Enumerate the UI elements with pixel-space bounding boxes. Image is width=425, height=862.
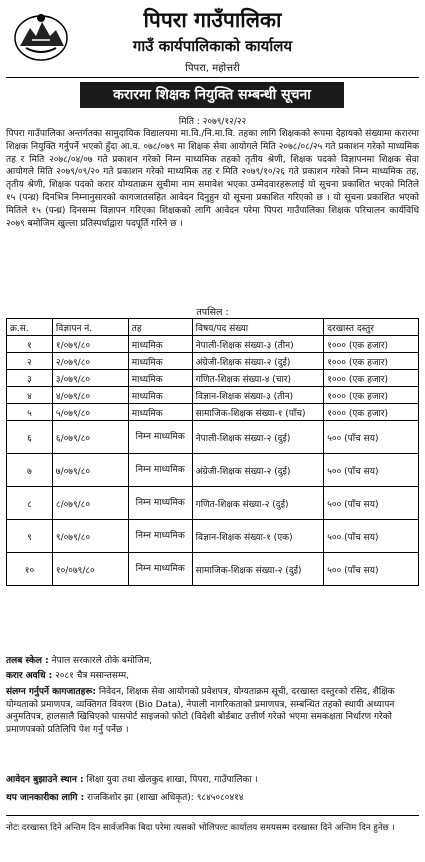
cell-adv: ८/०७९/८० xyxy=(52,487,128,520)
cell-sn: १ xyxy=(7,336,53,353)
table-heading: तपसिल : xyxy=(196,307,229,318)
table-row xyxy=(7,487,419,520)
notice-banner: करारमा शिक्षक नियुक्ति सम्बन्धी सूचना xyxy=(80,82,344,108)
table-header-row xyxy=(7,319,419,336)
cell-adv: ६/०७९/८० xyxy=(52,421,128,454)
cell-level: निम्न माध्यमिक xyxy=(128,454,192,487)
cell-fee: १००० (एक हजार) xyxy=(324,387,419,404)
cell-level: माध्यमिक xyxy=(128,387,192,404)
cell-sn: २ xyxy=(7,353,53,370)
cell-adv: ३/०७९/८० xyxy=(52,370,128,387)
cell-level: निम्न माध्यमिक xyxy=(128,487,192,520)
documents-label: संलग्न गर्नुपर्ने कागजातहरू: xyxy=(6,687,96,697)
notice-body-text: पिपरा गाउँपालिका अन्तर्गतका सामुदायिक विद्यालयमा मा.वि./नि.मा.वि. तहका लागि शिक्षकको रूपमा देहायको संख्यामा करारमा शिक्षक नियुक्ति गर्नुपर्ने भएकाे हुँदा आ.व. ०७८/०७९ मा शिक्षक सेवा आयोगले मिति २०७८/०८/२५ गते प्रकाशन गरेको माध्यमिक तह र मिति २०७८/०४/०७ गते प्रकाशन गरेको निम्न माध्यमिक तहको तृतीय श्रेणी, शिक्षक पदको विज्ञापनमा शिक्षक सेवा आयोगले मिति २०७९/०९/२० गते प्रकाशन गरेको माध्यमिक तह र मिति २०७९/१०/२६ गते प्रकाशन गरेको निम्न माध्यमिक तह, तृतीय श्रेणी, शिक्षक पदको करार योग्यताक्रम सूचीमा नाम समावेश भएका उम्मेदवारहरूलाई यो सूचना प्रकाशित भएको मितिले १५ (पन्ध्र) दिनभित्र निम्नानुसारको कागजातसहित आवेदन दिनुहुन यो सूचना प्रकाशित गरिएको छ । यो सूचना प्रकाशित भएको मितिले १५ (पन्ध्र) दिनसम्म विज्ञापन गरिएका शिक्षकको लागि आवेदन परेमा पिपरा गाउँपालिका शिक्षक परिचालन कार्यविधि २०७९ बमोजिम खुल्ला प्रतिस्पर्धाद्वारा पदपूर्ति गरिने छ । xyxy=(6,129,419,229)
cell-sn: ४ xyxy=(7,387,53,404)
term-line xyxy=(6,670,419,683)
cell-subject: विज्ञान-शिक्षक संख्या-३ (तीन) xyxy=(192,387,324,404)
header-fee: दरखास्त दस्तुर xyxy=(324,319,419,336)
header-subject: विषय/पद संख्या xyxy=(192,319,324,336)
header-divider xyxy=(6,77,419,78)
cell-subject: विज्ञान-शिक्षक संख्या-१ (एक) xyxy=(192,520,324,553)
cell-level: निम्न माध्यमिक xyxy=(128,553,192,586)
table-row xyxy=(7,336,419,353)
cell-adv: ७/०७९/८० xyxy=(52,454,128,487)
table-row xyxy=(7,404,419,421)
submission-place-value: शिक्षा युवा तथा खेलकुद शाखा, पिपरा, गाउँपालिका । xyxy=(86,775,258,785)
cell-fee: १००० (एक हजार) xyxy=(324,336,419,353)
header-adv-no: विज्ञापन नं. xyxy=(52,319,128,336)
cell-fee: ५०० (पाँच सय) xyxy=(324,454,419,487)
cell-adv: १०/०७९/८० xyxy=(52,553,128,586)
cell-subject: नेपाली-शिक्षक संख्या-२ (दुई) xyxy=(192,421,324,454)
submission-place-label: आवेदन बुझाउने स्थान : xyxy=(6,775,84,785)
office-title: गाउँ कार्यपालिकाको कार्यालय xyxy=(132,37,293,55)
table-row xyxy=(7,553,419,586)
cell-subject: सामाजिक-शिक्षक संख्या-१ (पाँच) xyxy=(192,404,324,421)
salary-value: नेपाल सरकारले तोके बमोजिम, xyxy=(51,656,153,666)
cell-subject: अंग्रेजी-शिक्षक संख्या-२ (दुई) xyxy=(192,454,324,487)
footer-divider xyxy=(6,815,419,816)
cell-fee: ५०० (पाँच सय) xyxy=(324,520,419,553)
cell-adv: ९/०७९/८० xyxy=(52,520,128,553)
notice-date: मिति : २०७९/१२/२२ xyxy=(178,117,247,127)
cell-subject: नेपाली-शिक्षक संख्या-३ (तीन) xyxy=(192,336,324,353)
header-sn: क्र.स. xyxy=(7,319,53,336)
term-label: करार अवधि : xyxy=(6,671,53,681)
cell-fee: ५०० (पाँच सय) xyxy=(324,421,419,454)
cell-adv: २/०७९/८० xyxy=(52,353,128,370)
cell-adv: ४/०७९/८० xyxy=(52,387,128,404)
documents-paragraph xyxy=(6,686,419,736)
table-row xyxy=(7,520,419,553)
cell-sn: ६ xyxy=(7,421,53,454)
cell-subject: सामाजिक-शिक्षक संख्या-२ (दुई) xyxy=(192,553,324,586)
documents-value: निवेदन, शिक्षक सेवा आयोगको प्रवेशपत्र, योग्यताक्रम सूची, दरखास्त दस्तुरको रसिद, शैक्षिक योग्यताको प्रमाणपत्र, व्यक्तिगत विवरण (Bio Data), नेपाली नागरिकताको प्रमाणपत्र, सम्बन्धित तहको स्थायी अध्यापन अनुमतिपत्र, हालसालै खिचिएको पासपोर्ट साइजको फोटो (विदेशी बोर्डबाट उत्तीर्ण गरेको भएमा समकक्षता निर्धारण गरेको प्रमाणपत्रको प्रतिलिपि पेश गर्नु पर्नेछ । xyxy=(6,687,395,735)
municipality-title: पिपरा गाउँपालिका xyxy=(143,8,282,32)
cell-fee: ५०० (पाँच सय) xyxy=(324,487,419,520)
header-level: तह xyxy=(128,319,192,336)
table-row xyxy=(7,454,419,487)
cell-adv: ५/०७९/८० xyxy=(52,404,128,421)
cell-subject: गणित-शिक्षक संख्या-४ (चार) xyxy=(192,370,324,387)
cell-level: निम्न माध्यमिक xyxy=(128,520,192,553)
notice-body xyxy=(6,128,419,230)
cell-sn: ५ xyxy=(7,404,53,421)
vacancy-table xyxy=(6,318,419,586)
table-row xyxy=(7,370,419,387)
cell-fee: १००० (एक हजार) xyxy=(324,404,419,421)
cell-fee: १००० (एक हजार) xyxy=(324,370,419,387)
table-row xyxy=(7,353,419,370)
cell-sn: ३ xyxy=(7,370,53,387)
salary-line xyxy=(6,655,419,668)
table-row xyxy=(7,387,419,404)
cell-fee: ५०० (पाँच सय) xyxy=(324,553,419,586)
salary-label: तलब स्केल : xyxy=(6,656,49,666)
contact-line xyxy=(6,792,419,805)
cell-adv: १/०७९/८० xyxy=(52,336,128,353)
cell-fee: १००० (एक हजार) xyxy=(324,353,419,370)
cell-level: माध्यमिक xyxy=(128,336,192,353)
cell-subject: गणित-शिक्षक संख्या-२ (दुई) xyxy=(192,487,324,520)
cell-sn: ८ xyxy=(7,487,53,520)
cell-level: निम्न माध्यमिक xyxy=(128,421,192,454)
contact-label: थप जानकारीका लागि : xyxy=(6,793,85,803)
cell-level: माध्यमिक xyxy=(128,370,192,387)
cell-sn: ७ xyxy=(7,454,53,487)
cell-level: माध्यमिक xyxy=(128,404,192,421)
submission-place-line xyxy=(6,774,419,787)
cell-sn: १० xyxy=(7,553,53,586)
cell-subject: अंग्रेजी-शिक्षक संख्या-२ (दुई) xyxy=(192,353,324,370)
footer-note: नोटः दरखास्त दिने अन्तिम दिन सार्वजनिक बिदा परेमा त्यसको भोलिपल्ट कार्यालय समयसम्म दरखास्त दिने अन्तिम दिन हुनेछ । xyxy=(6,823,395,833)
cell-level: माध्यमिक xyxy=(128,353,192,370)
contact-value: राजकिशोर झा (शाखा अधिकृत): ९८४५०८०४१४ xyxy=(87,793,244,803)
cell-sn: ९ xyxy=(7,520,53,553)
term-value: २०८१ चैत्र मसान्तसम्म, xyxy=(55,671,129,681)
office-address: पिपरा, महोत्तरी xyxy=(185,63,240,74)
table-row xyxy=(7,421,419,454)
